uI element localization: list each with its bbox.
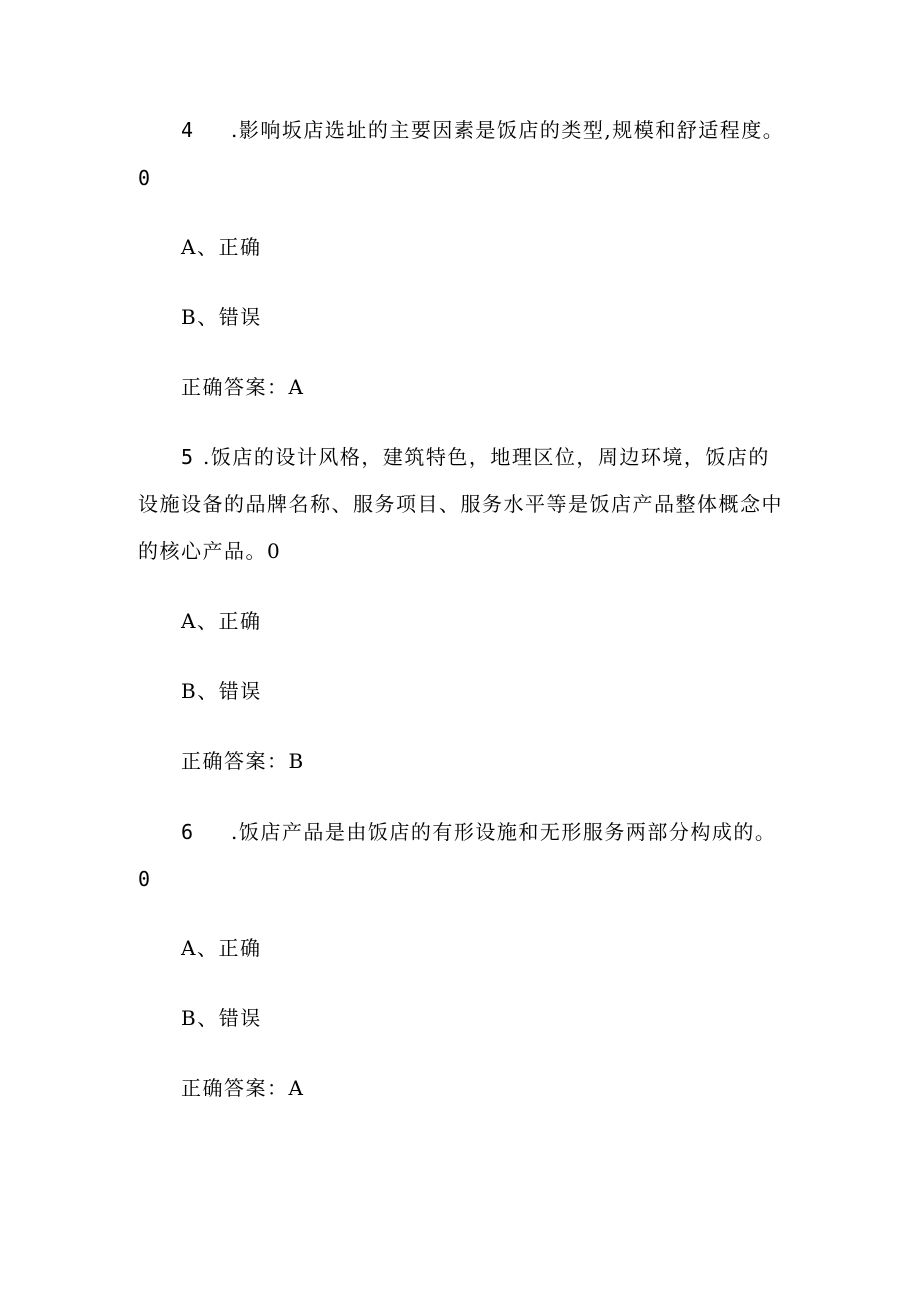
- question-5-number: 5: [181, 445, 195, 469]
- question-4-number: 4: [181, 118, 195, 142]
- question-4-answer: 正确答案：A: [181, 375, 305, 399]
- question-5-option-a: A、正确: [181, 609, 262, 633]
- question-5-line-2: 设施设备的品牌名称、服务项目、服务水平等是饭店产品整体概念中: [138, 492, 783, 516]
- question-5-answer: 正确答案：B: [181, 749, 305, 773]
- question-6-option-a: A、正确: [181, 936, 262, 960]
- question-5-text: .饭店的设计风格，建筑特色，地理区位，周边环境，饭店的: [203, 445, 770, 469]
- question-6-option-b: B、错误: [181, 1006, 262, 1030]
- question-6-answer: 正确答案：A: [181, 1076, 305, 1100]
- question-5-line-3: 的核心产品。0: [138, 539, 282, 563]
- question-5-line-1: [181, 443, 770, 471]
- question-4-option-a: A、正确: [181, 235, 262, 259]
- question-6-line-1: [181, 818, 776, 846]
- question-6-number: 6: [181, 820, 195, 844]
- question-5-option-b: B、错误: [181, 679, 262, 703]
- question-6-text: .饭店产品是由饭店的有形设施和无形服务两部分构成的。: [231, 820, 777, 844]
- question-4-line-2: 0: [138, 166, 152, 190]
- question-4-line-1: [181, 116, 784, 144]
- question-4-option-b: B、错误: [181, 305, 262, 329]
- question-4-text: .影响坂店选址的主要因素是饭店的类型,规模和舒适程度。: [231, 118, 785, 142]
- question-6-line-2: 0: [138, 867, 152, 891]
